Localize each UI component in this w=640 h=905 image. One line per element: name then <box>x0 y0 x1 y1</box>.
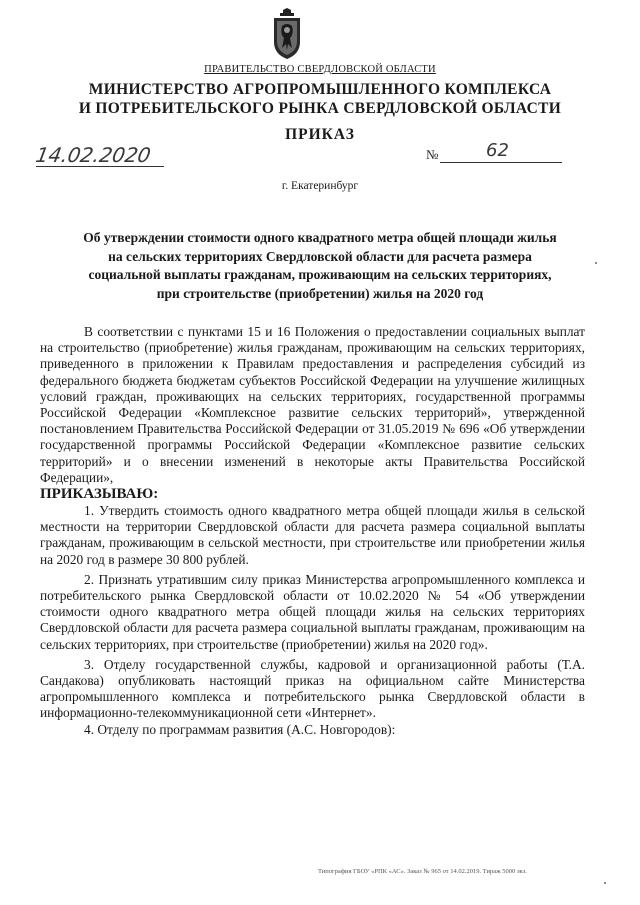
subject-line: социальной выплаты гражданам, проживающим на сельских территориях, <box>88 267 552 282</box>
ministry-name-line2: И ПОТРЕБИТЕЛЬСКОГО РЫНКА СВЕРДЛОВСКОЙ ОБЛАСТИ <box>78 100 562 117</box>
subject-line: при строительстве (приобретении) жилья на 2020 год <box>156 285 484 301</box>
print-imprint: Типография ГБОУ «РПК «АС». Заказ № 965 от 14.02.2019. Тираж 5000 экз. <box>318 868 527 875</box>
ministry-name <box>0 80 640 118</box>
scan-speck <box>595 262 597 264</box>
date-underline <box>36 166 164 167</box>
coat-of-arms-icon <box>270 8 304 60</box>
order-item-3: 3. Отделу государственной службы, кадровой и организационной работы (Т.А. Сандакова) опубликовать настоящий приказ на официальном сайте Министерства агропромышленного комплекса и потребительского рынка Свердловской области в информационно-телекоммуникационной сети «Интернет». <box>40 656 585 721</box>
order-number-label: № <box>426 147 439 162</box>
order-directive: ПРИКАЗЫВАЮ: <box>40 486 159 503</box>
order-date: 14.02.2020 <box>33 143 153 167</box>
preamble: В соответствии с пунктами 15 и 16 Положения о предоставлении социальных выплат на строительство (приобретение) жилья гражданам, проживающим на сельских территориях, приведенного в приложении к Правилам предоставления и распределения субсидий из федерального бюджета бюджетам субъектов Российской Федерации на улучшение жилищных условий граждан, проживающих на сельских территориях, государственной программы Российской Федерации «Комплексное развитие сельских территорий», утвержденной постановлением Правительства Российской Федерации от 31.05.2019 № 696 «Об утверждении государственной программы Российской Федерации «Комплексное развитие сельских территорий» и о внесении изменений в некоторые акты Правительства Российской Федерации», <box>40 324 585 485</box>
subject-line: Об утверждении стоимости одного квадратного метра общей площади жилья <box>83 230 557 245</box>
government-header: ПРАВИТЕЛЬСТВО СВЕРДЛОВСКОЙ ОБЛАСТИ <box>204 64 436 75</box>
order-item-2: 2. Признать утратившим силу приказ Министерства агропромышленного комплекса и потребительского рынка Свердловской области от 10.02.2020 № 54 «Об утверждении стоимости одного квадратного метра общей площади жилья на сельских территориях Свердловской области для расчета размера социальной выплаты гражданам, проживающим на сельских территориях, при строительстве (приобретении) жилья на 2020 год». <box>40 571 585 652</box>
subject-line: на сельских территориях Свердловской области для расчета размера <box>108 248 532 264</box>
order-body <box>40 324 585 738</box>
order-number: 62 <box>486 140 509 161</box>
scan-speck <box>604 882 606 884</box>
document-type: ПРИКАЗ <box>285 126 355 143</box>
city: г. Екатеринбург <box>281 180 359 192</box>
order-item-1: 1. Утвердить стоимость одного квадратного метра общей площади жилья в сельской местности на территории Свердловской области для расчета размера социальной выплаты гражданам, проживающим в сельской местности, при строительстве или приобретении жилья на 2020 год в размере 30 800 рублей. <box>40 503 585 567</box>
ministry-name-line1: МИНИСТЕРСТВО АГРОПРОМЫШЛЕННОГО КОМПЛЕКСА <box>88 81 552 98</box>
order-item-4: 4. Отделу по программам развития (А.С. Новгородов): <box>84 721 396 737</box>
number-underline <box>440 162 562 163</box>
order-subject <box>40 229 600 303</box>
